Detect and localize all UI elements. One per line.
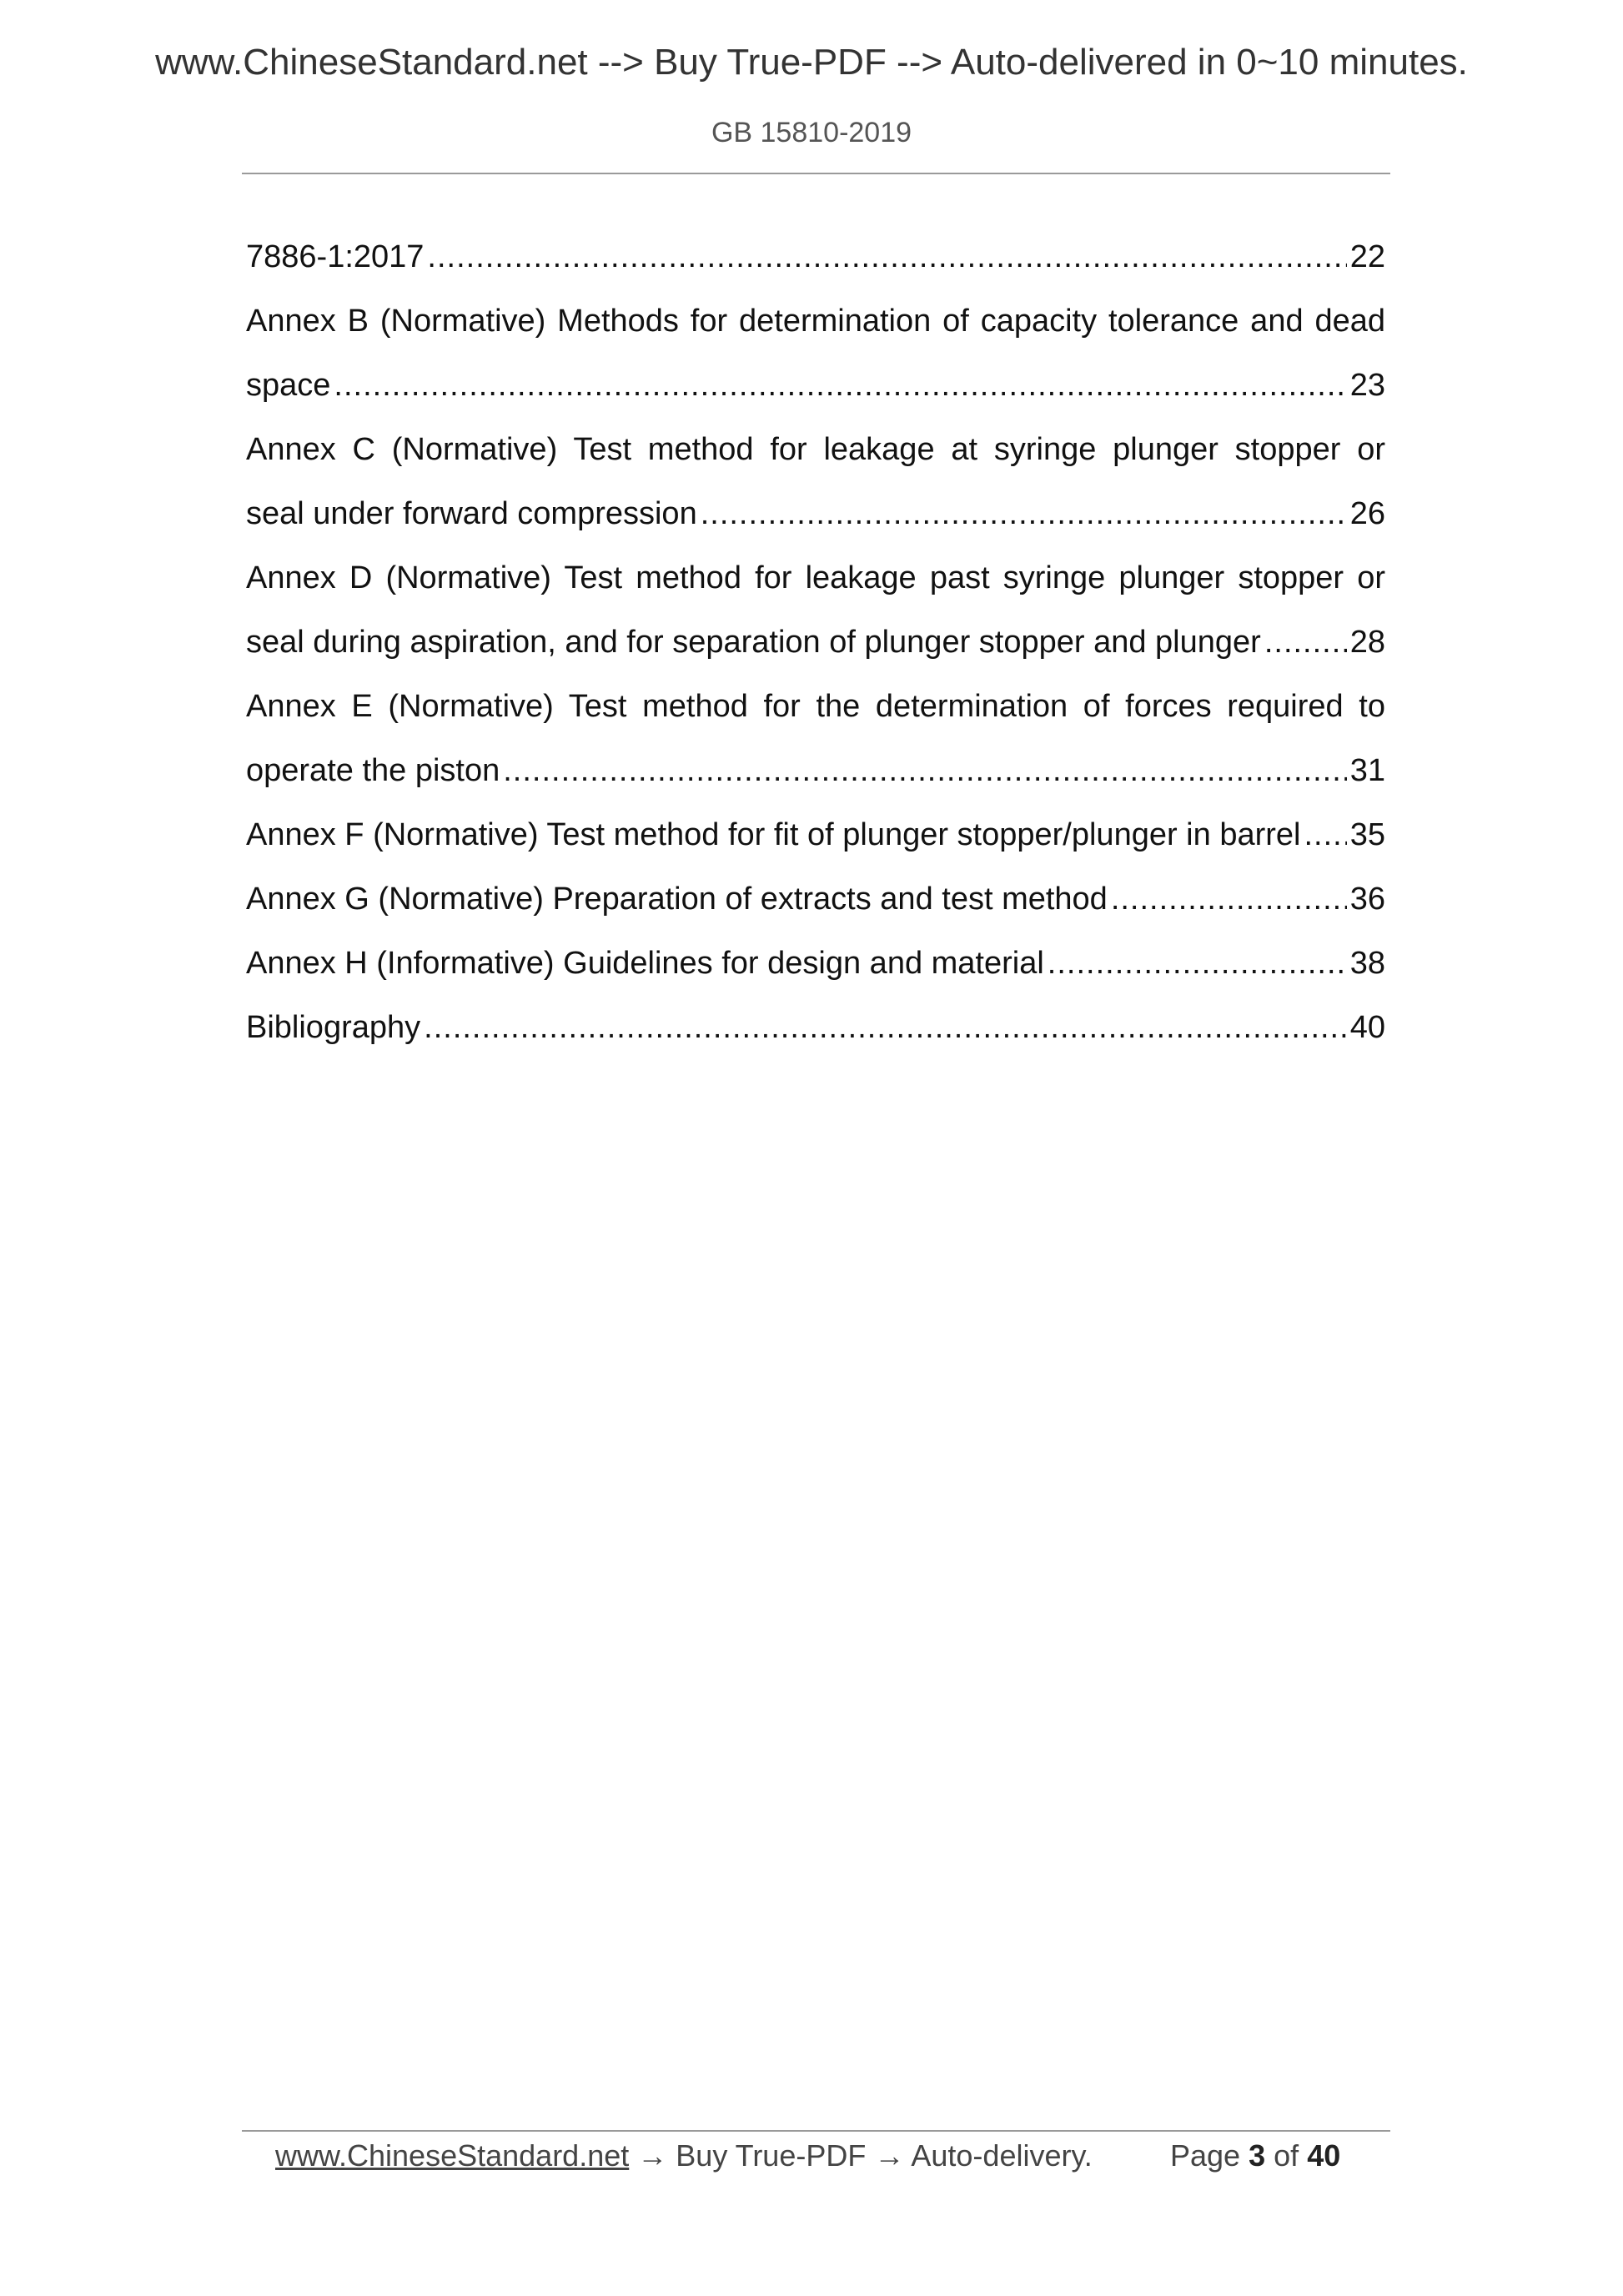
page-footer	[275, 2135, 1359, 2177]
toc-entry-wrapped-line[interactable]: Annex B (Normative) Methods for determination of capacity tolerance and dead	[246, 304, 1385, 339]
footer-delivery-text: Auto-delivery.	[911, 2138, 1093, 2173]
toc-entry-title: operate the piston	[246, 753, 500, 788]
toc-leader-dots	[1111, 867, 1347, 932]
footer-divider	[242, 2130, 1390, 2132]
toc-entry-page: 26	[1349, 496, 1385, 531]
page-indicator	[1170, 2135, 1340, 2177]
toc-entry[interactable]	[246, 932, 1385, 996]
toc-entry-wrapped-line[interactable]: Annex C (Normative) Test method for leakage at syringe plunger stopper or	[246, 432, 1385, 467]
toc-entry-title: space	[246, 368, 331, 403]
toc-entry-title: Bibliography	[246, 1010, 421, 1045]
toc-entry[interactable]	[246, 610, 1385, 675]
toc-entry-wrapped-line[interactable]: Annex D (Normative) Test method for leakage past syringe plunger stopper or	[246, 560, 1385, 595]
of-label: of	[1274, 2138, 1299, 2173]
toc-entry-page: 38	[1349, 946, 1385, 981]
toc-entry-page: 31	[1349, 753, 1385, 788]
toc-leader-dots	[701, 482, 1347, 546]
toc-entry[interactable]	[246, 225, 1385, 289]
toc-entry-title: seal during aspiration, and for separation of plunger stopper and plunger	[246, 625, 1261, 660]
toc-entry-page: 28	[1349, 625, 1385, 660]
page-label: Page	[1170, 2138, 1241, 2173]
toc-entry[interactable]	[246, 354, 1385, 418]
total-pages-number: 40	[1307, 2138, 1341, 2173]
arrow-right-icon: →	[637, 2138, 668, 2173]
footer-buy-text: Buy True-PDF	[676, 2138, 867, 2173]
table-of-contents	[246, 225, 1385, 1060]
toc-entry-title: Annex H (Informative) Guidelines for design and material	[246, 946, 1044, 981]
current-page-number: 3	[1249, 2138, 1266, 2173]
toc-entry-page: 22	[1349, 239, 1385, 274]
toc-entry-title: Annex G (Normative) Preparation of extracts and test method	[246, 882, 1108, 917]
toc-leader-dots	[334, 354, 1346, 418]
top-banner: www.ChineseStandard.net --> Buy True-PDF --> Auto-delivered in 0~10 minutes.	[155, 42, 1468, 83]
toc-entry-page: 40	[1349, 1010, 1385, 1045]
toc-leader-dots	[1048, 932, 1347, 996]
toc-leader-dots	[503, 739, 1346, 803]
toc-entry-title: Annex F (Normative) Test method for fit of plunger stopper/plunger in barrel	[246, 817, 1301, 852]
arrow-right-icon: →	[874, 2138, 905, 2173]
header-divider	[242, 173, 1390, 174]
footer-site-link[interactable]: www.ChineseStandard.net	[275, 2138, 630, 2173]
toc-entry-wrapped-line[interactable]: Annex E (Normative) Test method for the determination of forces required to	[246, 689, 1385, 724]
toc-leader-dots	[427, 225, 1346, 289]
toc-leader-dots	[1264, 610, 1347, 675]
toc-leader-dots	[424, 996, 1347, 1060]
toc-entry-page: 23	[1349, 368, 1385, 403]
toc-entry[interactable]	[246, 996, 1385, 1060]
toc-entry-title: 7886-1:2017	[246, 239, 425, 274]
toc-entry-page: 36	[1349, 882, 1385, 917]
toc-leader-dots	[1304, 803, 1346, 867]
toc-entry[interactable]	[246, 739, 1385, 803]
toc-entry[interactable]	[246, 803, 1385, 867]
document-code: GB 15810-2019	[711, 117, 912, 148]
toc-entry[interactable]	[246, 482, 1385, 546]
toc-entry[interactable]	[246, 867, 1385, 932]
toc-entry-page: 35	[1349, 817, 1385, 852]
toc-entry-title: seal under forward compression	[246, 496, 697, 531]
